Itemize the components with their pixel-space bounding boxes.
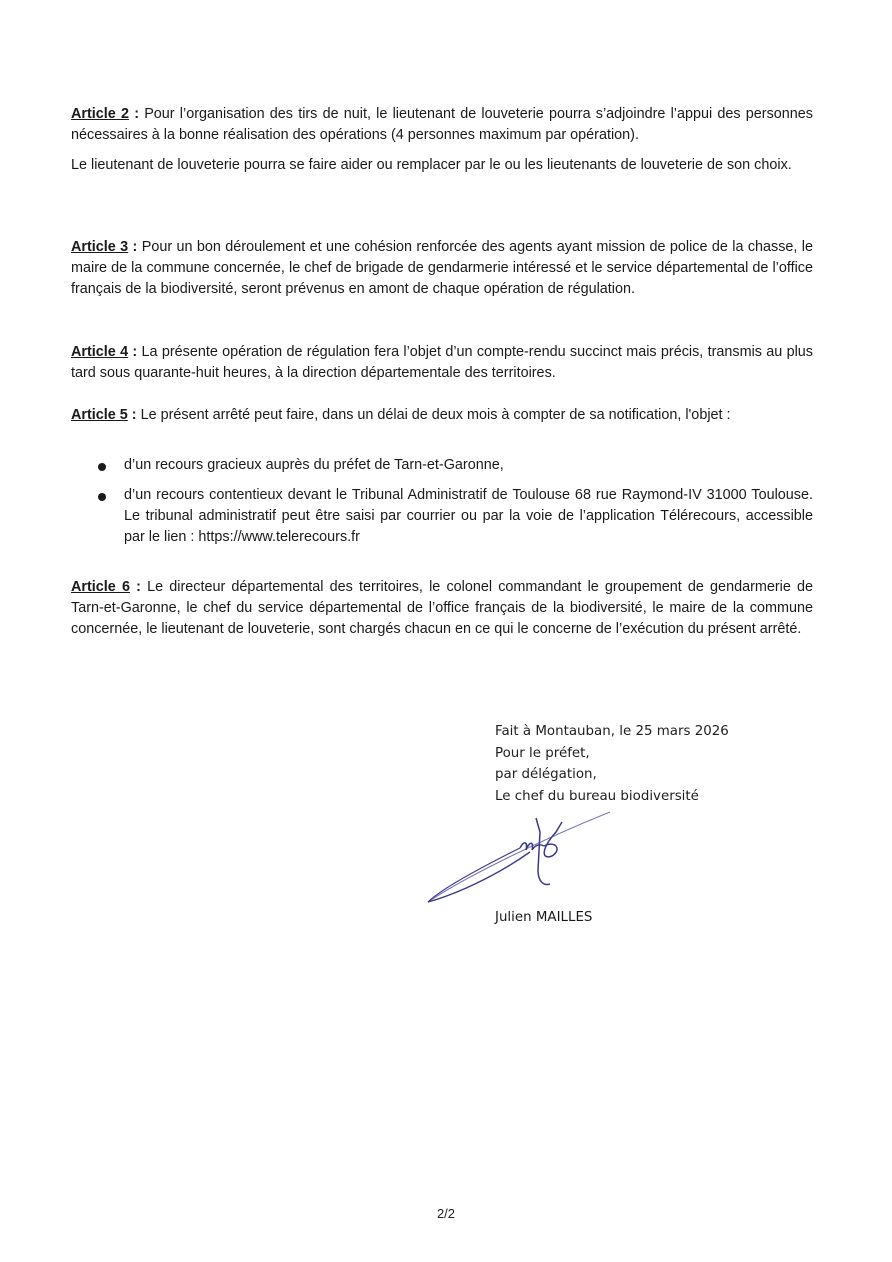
page-number: 2/2 xyxy=(436,1206,456,1221)
article-5-label: Article 5 xyxy=(71,407,128,423)
article-4-label: Article 4 xyxy=(71,344,129,360)
signature-line-3: par délégation, xyxy=(495,767,597,782)
article-4: Article 4 : La présente opération de régulation fera l’objet d’un compte-rendu succinct mais précis, transmis au plus tard sous quarante-huit heures, à la direction départementale des territoires. xyxy=(71,344,813,381)
article-5-bullet-list xyxy=(71,455,813,548)
article-2-text-2: Le lieutenant de louveterie pourra se faire aider ou remplacer par le ou les lieutenants de louveterie de son choix. xyxy=(71,157,792,173)
article-6: Article 6 : Le directeur départemental des territoires, le colonel commandant le groupement de gendarmerie de Tarn-et-Garonne, le chef du service départemental de l’office français de la biodiversité, le maire de la commune concernée, le lieutenant de louveterie, sont chargés chacun en ce qui le concerne de l’exécution du présent arrêté. xyxy=(71,579,814,637)
article-5-text: Le présent arrêté peut faire, dans un délai de deux mois à compter de sa notification, l'objet : xyxy=(140,407,731,423)
article-2-text: Pour l’organisation des tirs de nuit, le lieutenant de louveterie pourra s’adjoindre l’appui des personnes nécessaires à la bonne réalisation des opérations (4 personnes maximum par opération). xyxy=(71,106,813,143)
article-5: Article 5 : Le présent arrêté peut faire, dans un délai de deux mois à compter de sa notification, l'objet : xyxy=(71,407,731,423)
list-item: d’un recours contentieux devant le Tribunal Administratif de Toulouse 68 rue Raymond-IV 31000 Toulouse. Le tribunal administratif peut être saisi par courrier ou par la voie de l’application Télérecours, accessible par le lien : https://www.telerecours.fr xyxy=(71,485,813,548)
handwritten-signature-icon xyxy=(420,810,620,910)
article-2-label: Article 2 xyxy=(71,106,129,122)
list-item: d’un recours gracieux auprès du préfet de Tarn-et-Garonne, xyxy=(71,455,813,476)
bullet-icon xyxy=(98,463,106,471)
place-date: Fait à Montauban, le 25 mars 2026 xyxy=(495,724,729,739)
signature-line-2: Pour le préfet, xyxy=(495,745,590,761)
article-4-text: La présente opération de régulation fera l’objet d’un compte-rendu succinct mais précis, transmis au plus tard sous quarante-huit heures, à la direction départementale des territoires. xyxy=(71,344,813,381)
article-2: Article 2 : Pour l’organisation des tirs de nuit, le lieutenant de louveterie pourra s’adjoindre l’appui des personnes nécessaires à la bonne réalisation des opérations (4 personnes maximum par opération). Le lieutenant de louveterie pourra se faire aider ou remplacer par le ou les lieutenants de louveterie de son choix. xyxy=(71,104,813,176)
article-3-label: Article 3 xyxy=(71,239,129,255)
bullet-icon xyxy=(98,493,106,501)
signer-name: Julien MAILLES xyxy=(495,910,593,925)
article-3: Article 3 : Pour un bon déroulement et une cohésion renforcée des agents ayant mission de police de la chasse, le maire de la commune concernée, le chef de brigade de gendarmerie intéressé et le service départemental de l’office français de la biodiversité, seront prévenus en amont de chaque opération de régulation. xyxy=(71,239,813,297)
article-6-label: Article 6 xyxy=(71,579,130,595)
article-3-text: Pour un bon déroulement et une cohésion renforcée des agents ayant mission de police de la chasse, le maire de la commune concernée, le chef de brigade de gendarmerie intéressé et le service départemental de l’office français de la biodiversité, seront prévenus en amont de chaque opération de régulation. xyxy=(71,239,813,297)
signature-block xyxy=(495,721,729,807)
signature-title: Le chef du bureau biodiversité xyxy=(495,788,699,804)
article-6-text: Le directeur départemental des territoires, le colonel commandant le groupement de gendarmerie de Tarn-et-Garonne, le chef du service départemental de l’office français de la biodiversité, le maire de la commune concernée, le lieutenant de louveterie, sont chargés chacun en ce qui le concerne de l’exécution du présent arrêté. xyxy=(71,579,814,637)
